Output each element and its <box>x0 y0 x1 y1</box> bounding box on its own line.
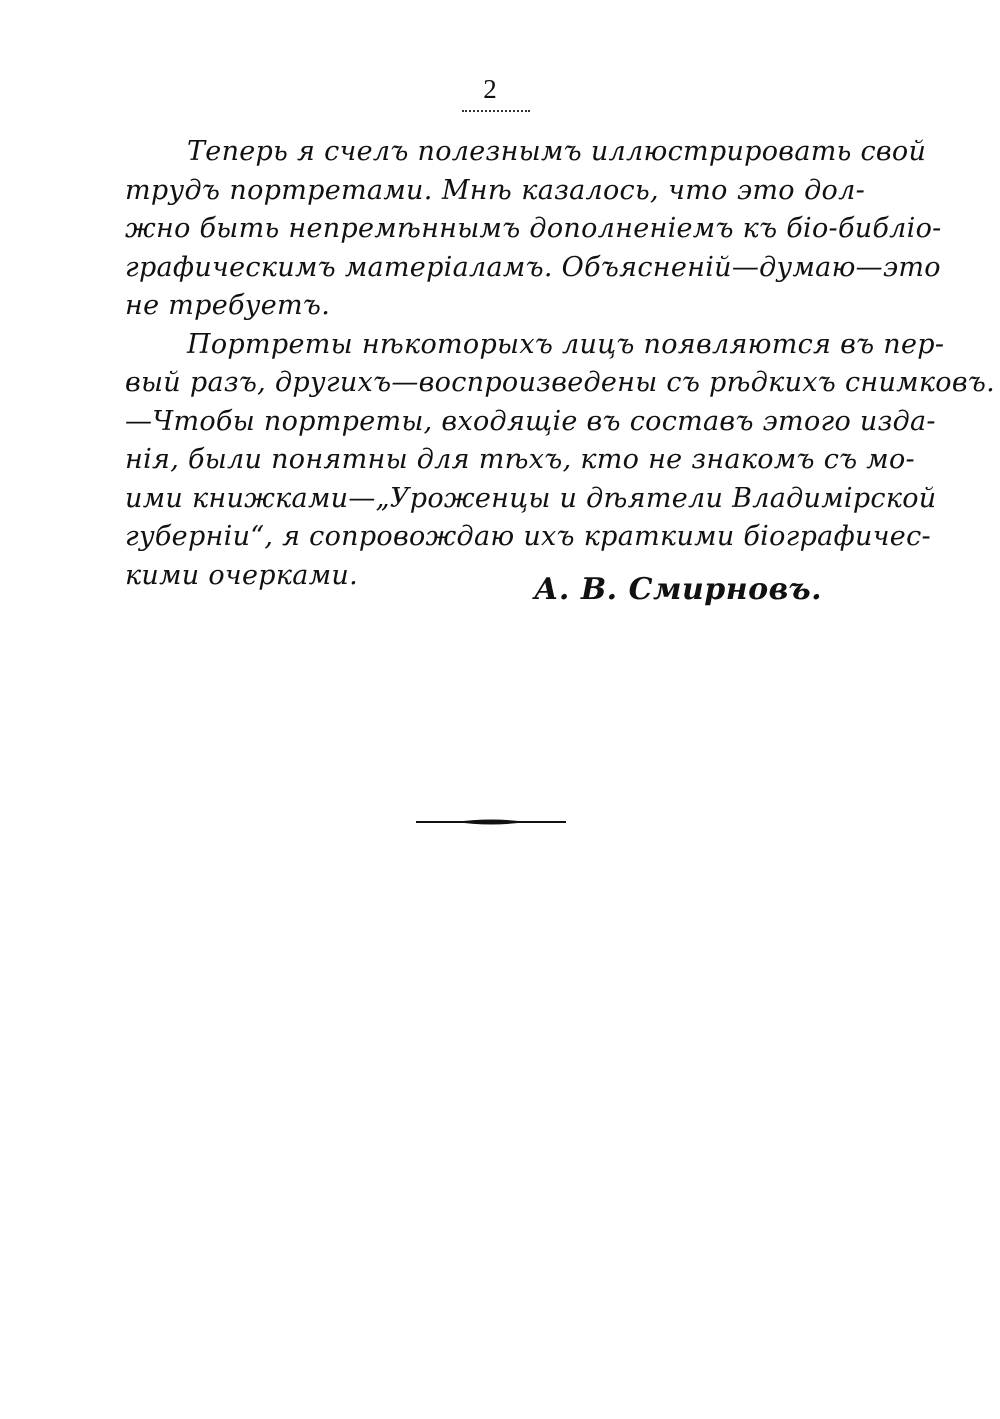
text-line: Теперь я счелъ полезнымъ иллюстрировать свой <box>187 136 927 167</box>
body-text <box>125 133 996 595</box>
text-line: —Чтобы портреты, входящіе въ составъ этого изда- <box>125 405 936 437</box>
text-line: кими очерками. <box>125 559 358 591</box>
paragraph-1 <box>125 133 942 326</box>
text-line: вый разъ, другихъ—воспроизведены съ рѣдкихъ снимковъ. <box>125 367 996 398</box>
text-line: графическимъ матеріаламъ. Объясненій—думаю—это <box>125 251 941 283</box>
text-line: ими книжками—„Уроженцы и дѣятели Владимірской <box>125 482 937 514</box>
author-signature: А. В. Смирновъ. <box>534 572 823 607</box>
ornament-divider-icon <box>416 814 566 830</box>
text-line: нія, были понятны для тѣхъ, кто не знакомъ съ мо- <box>125 444 915 475</box>
text-line: Портреты нѣкоторыхъ лицъ появляются въ пер- <box>187 328 945 360</box>
page-number-dotted-rule <box>462 110 530 112</box>
page-number: 2 <box>483 74 497 104</box>
text-line: губерніи“, я сопровождаю ихъ краткими біографичес- <box>125 521 931 552</box>
paragraph-2 <box>125 326 996 596</box>
text-line: жно быть непремѣннымъ дополненіемъ къ біо-библіо- <box>125 213 942 244</box>
text-line: трудъ портретами. Мнѣ казалось, что это дол- <box>125 174 865 206</box>
text-line: не требуетъ. <box>125 290 331 321</box>
